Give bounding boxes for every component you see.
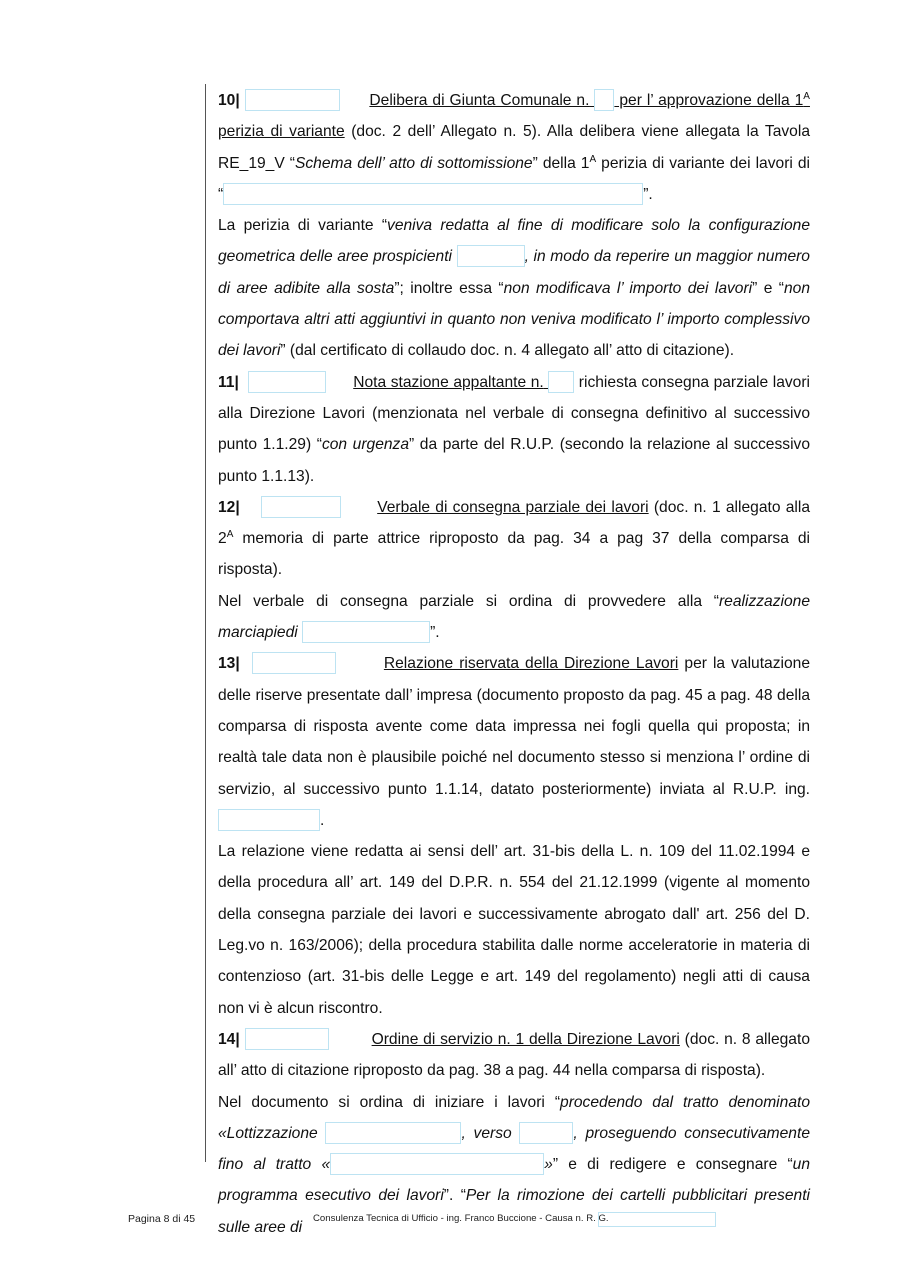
redaction-box [245,1028,329,1050]
item-14 [218,1024,810,1087]
body-text: (doc. n. 1 allegato alla 2 [218,498,810,548]
item-10-paragraph [218,210,810,366]
body-text: ” e di redigere e consegnare “ [552,1156,793,1174]
superscript: A [803,91,810,102]
redaction-box [218,809,320,831]
redaction-box [457,245,525,267]
item-title: Ordine di servizio n. 1 della Direzione Lavori [371,1030,680,1048]
item-title-text: Delibera di Giunta Comunale n. [369,92,590,109]
italic-quote: veniva redatta al fine di modificare solo la configurazione geometrica delle aree prospicienti [218,217,810,266]
item-title: Relazione riservata della Direzione Lavori [383,655,679,673]
page-number: Pagina 8 di 45 [128,1213,196,1225]
italic-quote: non modificava l’ importo dei lavori [503,279,753,297]
footer-title: Consulenza Tecnica di Ufficio - ing. Franco Buccione - Causa n. R. G. [313,1213,609,1224]
body-text: (doc. n. 8 allegato all’ atto di citazione riproposto da pag. 38 a pag. 44 nella comparsa di risposta). [218,1030,810,1080]
item-11 [218,367,810,492]
italic-quote: con urgenza [321,436,410,454]
italic-quote: un programma esecutivo dei lavori [218,1156,811,1205]
italic-quote: non comportava altri atti aggiuntivi in quanto non veniva modificato l’ importo complessivo dei lavori [218,279,810,360]
italic-quote: » [544,1156,553,1174]
body-text: Nel documento si ordina di iniziare i lavori “ [218,1093,561,1111]
item-12-paragraph [218,586,810,649]
redaction-box [302,621,430,643]
item-number: 11| [218,373,239,391]
item-title-text: Nota stazione appaltante n. [353,373,544,391]
redaction-box [330,1153,544,1175]
body-text: ” e “ [752,279,784,297]
item-12 [218,492,810,586]
redaction-box [594,89,614,111]
redaction-box [548,371,574,393]
body-text: ” (dal certificato di collaudo doc. n. 4 allegato all’ atto di citazione). [280,342,735,360]
superscript: A [226,529,234,541]
body-text: ” da parte del R.U.P. (secondo la relazione al successivo punto 1.1.13). [218,436,811,485]
italic-quote: realizzazione marciapiedi [218,592,810,642]
margin-rule [205,84,206,1162]
redaction-box [598,1212,716,1227]
italic-quote: , verso [461,1124,520,1142]
item-title-text: per l’ approvazione della 1 [614,92,804,109]
item-number: 14| [218,1030,240,1048]
redaction-box [261,496,341,518]
italic-quote: Schema dell’ atto di sottomissione [294,154,533,172]
item-title-text: perizia di variante [218,123,345,141]
italic-quote: , proseguendo consecutivamente fino al tratto « [218,1124,810,1174]
body-text: . [320,811,325,829]
item-title: Verbale di consegna parziale dei lavori [377,498,649,516]
redaction-box [223,183,643,205]
body-text: ”. “ [443,1187,466,1205]
body-text: per la valutazione delle riserve presentate dall’ impresa (documento proposto da pag. 45 a pag. 48 della comparsa di risposta avente come data impressa nei fogli quella qui proposta; in realtà tale data non è plausibile poiché nel documento stesso si menziona l’ ordine di servizio, al successivo punto 1.1.14, datato posteriormente) inviata al R.U.P. ing. [218,655,810,798]
body-text: memoria di parte attrice riproposto da pag. 34 a pag 37 della comparsa di risposta). [218,530,810,579]
body-text: ”. [430,624,440,642]
body-text: (doc. 2 dell’ Allegato n. 5). Alla delibera viene allegata la Tavola RE_19_V “ [218,123,810,172]
item-number: 13| [218,655,240,673]
redaction-box [325,1122,461,1144]
italic-quote: , in modo da reperire un maggior numero di aree adibite alla sosta [218,248,810,297]
italic-quote: procedendo dal tratto denominato «Lottizzazione [218,1093,810,1142]
redaction-box [245,89,340,111]
item-number: 10| [218,92,240,109]
item-13-paragraph: La relazione viene redatta ai sensi dell’ art. 31-bis della L. n. 109 del 11.02.1994 e della procedura all’ art. 149 del D.P.R. n. 554 del 21.12.1999 (vigente al momento della consegna parziale dei lavori e successivamente abrogato dall' art. 256 del D. Leg.vo n. 163/2006); della procedura stabilita dalle norme acceleratorie in materia di contenzioso (art. 31-bis delle Legge e art. 149 del regolamento) negli atti di causa non vi è alcun riscontro. [218,843,810,1017]
body-text: ” della 1 [532,154,590,172]
redaction-box [252,652,336,674]
item-13 [218,648,810,836]
body-text: La perizia di variante “ [218,217,388,235]
item-title [353,374,574,391]
item-number: 12| [218,498,240,516]
body-text: ”. [643,185,653,203]
item-10 [218,85,810,210]
redaction-box [519,1122,573,1144]
body-text: richiesta consegna parziale lavori alla Direzione Lavori (menzionata nel verbale di consegna definitivo al successivo punto 1.1.29) “ [218,373,811,454]
italic-quote: Per la rimozione dei cartelli pubblicitari presenti sulle aree di [218,1187,810,1236]
document-body [218,85,810,1243]
redaction-box [248,371,326,393]
body-text: ”; inoltre essa “ [394,279,504,297]
body-text: perizia di variante dei lavori di “ [218,154,810,203]
superscript: A [589,153,597,165]
body-text: Nel verbale di consegna parziale si ordina di provvedere alla “ [218,592,719,610]
